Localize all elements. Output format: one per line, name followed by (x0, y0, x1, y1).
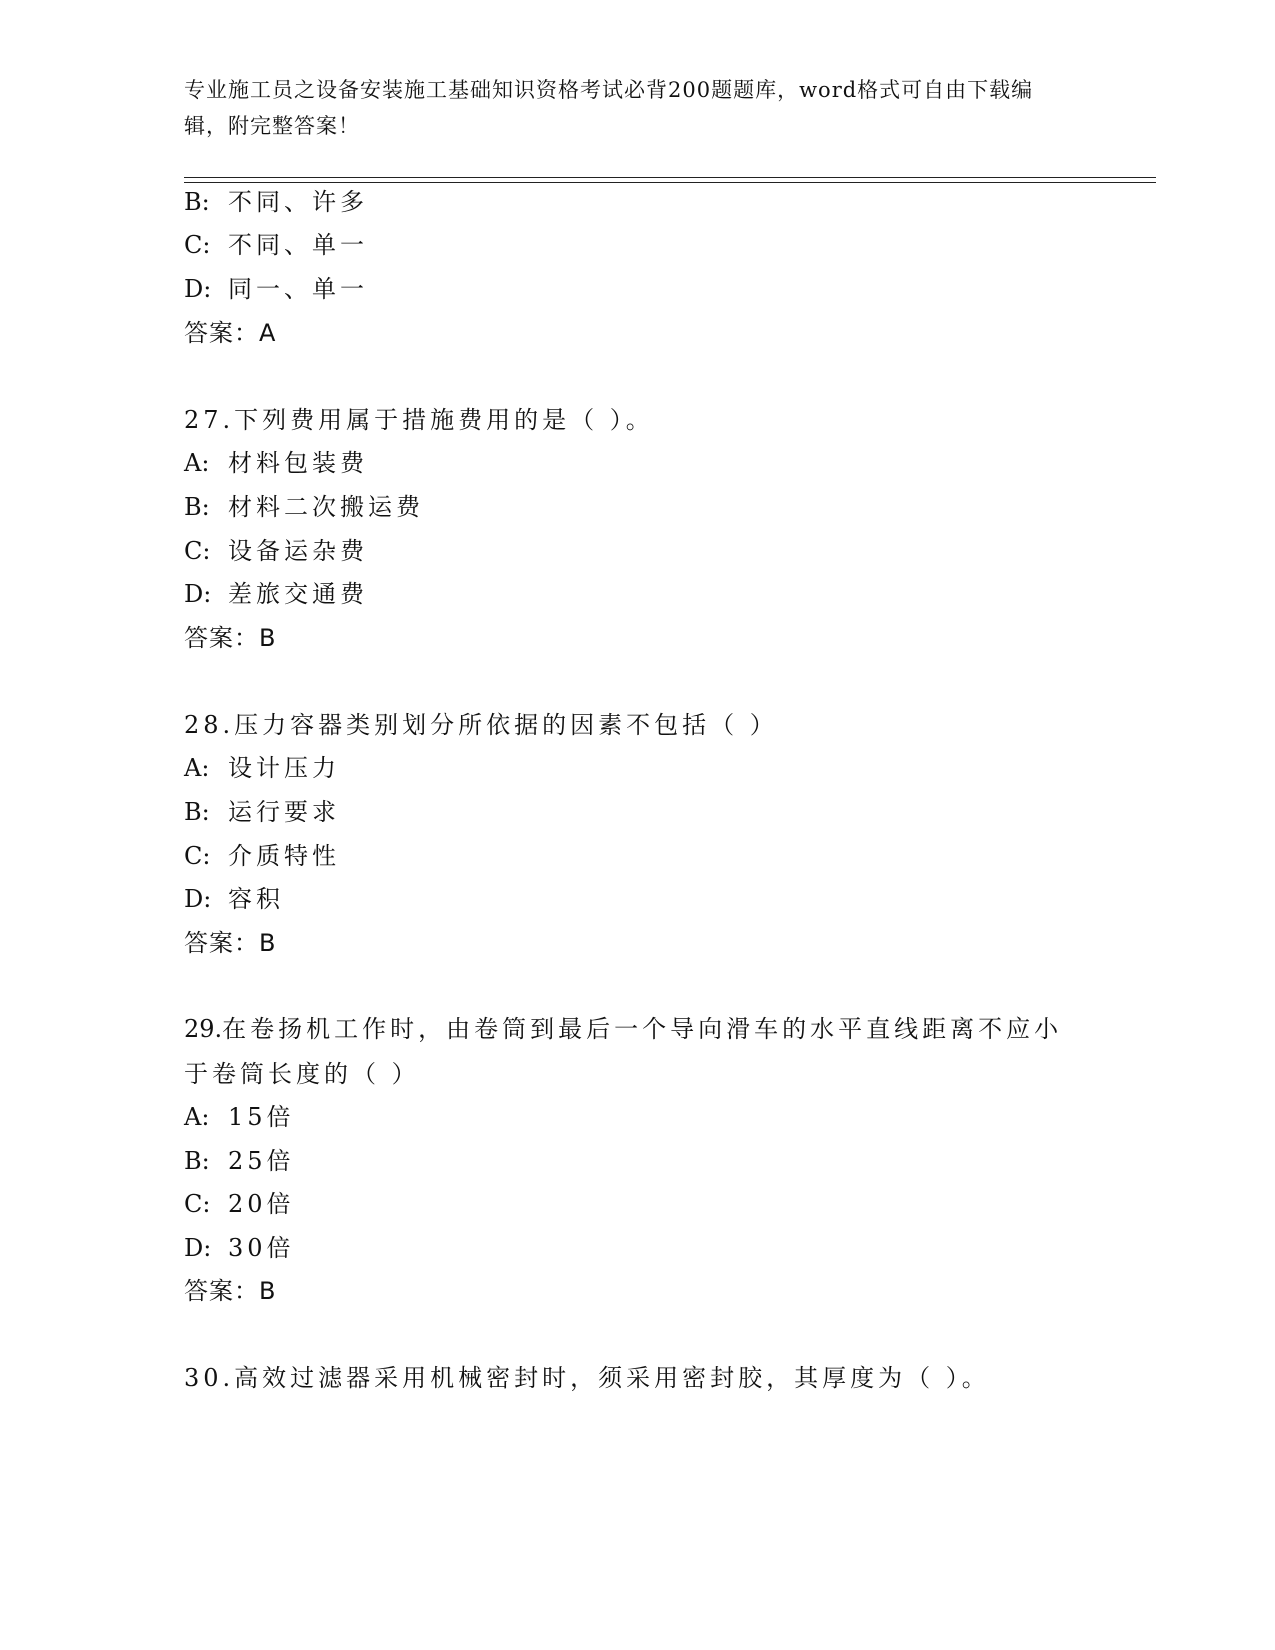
option-text: 同一、单一 (228, 275, 368, 303)
q28-option-d (184, 883, 284, 915)
header-divider-bottom (184, 182, 1156, 183)
q27-option-d (184, 578, 368, 610)
option-key: C: (184, 1190, 211, 1218)
header-divider-top (184, 177, 1156, 178)
option-key: A: (184, 449, 210, 477)
question-number: 28. (184, 711, 235, 739)
option-text: 不同、单一 (228, 231, 368, 259)
question-text: 高效过滤器采用机械密封时，须采用密封胶，其厚度为（ ）。 (234, 1364, 990, 1392)
option-key: A: (184, 754, 210, 782)
q27-option-b (184, 491, 424, 523)
q30-question (184, 1362, 990, 1394)
question-number: 27. (184, 406, 235, 434)
option-text: 运行要求 (228, 798, 340, 826)
q29-option-a (184, 1101, 295, 1133)
option-text: 设计压力 (228, 754, 340, 782)
question-number: 29. (184, 1015, 223, 1043)
q28-option-c (184, 840, 340, 872)
q29-option-d (184, 1232, 295, 1264)
option-key: D: (184, 580, 212, 608)
option-key: D: (184, 275, 212, 303)
option-key: D: (184, 1234, 212, 1262)
option-text: 介质特性 (228, 842, 340, 870)
q29-option-c (184, 1188, 295, 1220)
question-text: 压力容器类别划分所依据的因素不包括（ ） (234, 711, 778, 739)
option-text: 差旅交通费 (228, 580, 368, 608)
q27-question (184, 404, 654, 436)
q29-answer: 答案：B (184, 1277, 277, 1305)
q29-option-b (184, 1145, 295, 1177)
option-text: 25倍 (228, 1147, 295, 1175)
option-key: C: (184, 231, 211, 259)
option-key: B: (184, 493, 210, 521)
q26-option-c (184, 229, 368, 261)
option-key: B: (184, 188, 210, 216)
option-key: B: (184, 798, 210, 826)
q27-answer: 答案：B (184, 624, 277, 652)
question-text: 在卷扬机工作时，由卷筒到最后一个导向滑车的水平直线距离不应小于卷筒长度的（ ） (184, 1015, 1063, 1088)
q28-option-a (184, 752, 340, 784)
option-text: 容积 (228, 885, 284, 913)
option-key: D: (184, 885, 212, 913)
document-header: 专业施工员之设备安装施工基础知识资格考试必背200题题库，word格式可自由下载编辑，附完整答案！ (184, 78, 1034, 138)
option-key: C: (184, 537, 211, 565)
q28-option-b (184, 796, 340, 828)
q27-option-a (184, 447, 368, 479)
q28-question (184, 709, 778, 741)
option-text: 30倍 (228, 1234, 295, 1262)
option-text: 设备运杂费 (228, 537, 368, 565)
option-text: 不同、许多 (228, 188, 368, 216)
question-text: 下列费用属于措施费用的是（ ）。 (234, 406, 654, 434)
option-key: B: (184, 1147, 210, 1175)
option-text: 材料包装费 (228, 449, 368, 477)
q27-option-c (184, 535, 368, 567)
q29-question (184, 1007, 1084, 1097)
q28-answer: 答案：B (184, 929, 277, 957)
option-text: 20倍 (228, 1190, 295, 1218)
option-text: 15倍 (228, 1103, 295, 1131)
q26-option-d (184, 273, 368, 305)
option-text: 材料二次搬运费 (228, 493, 424, 521)
option-key: C: (184, 842, 211, 870)
q26-answer: 答案：A (184, 319, 277, 347)
option-key: A: (184, 1103, 210, 1131)
question-number: 30. (184, 1364, 235, 1392)
q26-option-b (184, 186, 368, 218)
